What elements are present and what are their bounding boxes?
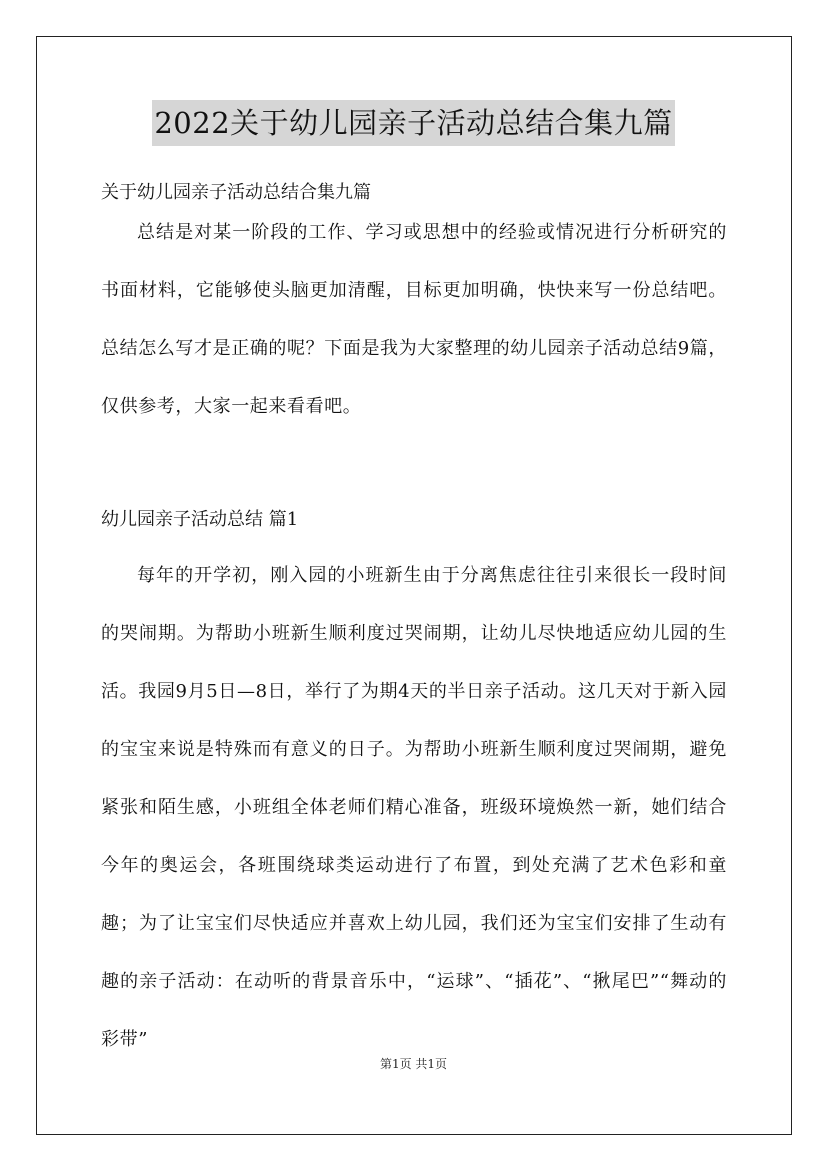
intro-paragraph: 总结是对某一阶段的工作、学习或思想中的经验或情况进行分析研究的书面材料，它能够使头脑更加清醒，目标更加明确，快快来写一份总结吧。总结怎么写才是正确的呢？下面是我为大家整理的幼儿园亲子活动总结9篇，仅供参考，大家一起来看看吧。 (101, 222, 727, 417)
document-title: 2022关于幼儿园亲子活动总结合集九篇 (152, 100, 674, 146)
title-container (0, 100, 827, 146)
page-footer: 第1页 共1页 (379, 1057, 448, 1071)
document-subtitle: 关于幼儿园亲子活动总结合集九篇 (101, 182, 371, 203)
section-heading: 幼儿园亲子活动总结 篇1 (101, 509, 299, 530)
section-paragraph: 每年的开学初，刚入园的小班新生由于分离焦虑往往引来很长一段时间的哭闹期。为帮助小班新生顺利度过哭闹期，让幼儿尽快地适应幼儿园的生活。我园9月5日—8日，举行了为期4天的半日亲子活动。这几天对于新入园的宝宝来说是特殊而有意义的日子。为帮助小班新生顺利度过哭闹期，避免紧张和陌生感，小班组全体老师们精心准备，班级环境焕然一新，她们结合今年的奥运会，各班围绕球类运动进行了布置，到处充满了艺术色彩和童趣；为了让宝宝们尽快适应并喜欢上幼儿园，我们还为宝宝们安排了生动有趣的亲子活动：在动听的背景音乐中，“运球”、“插花”、“揪尾巴”“舞动的彩带” (101, 565, 727, 1050)
